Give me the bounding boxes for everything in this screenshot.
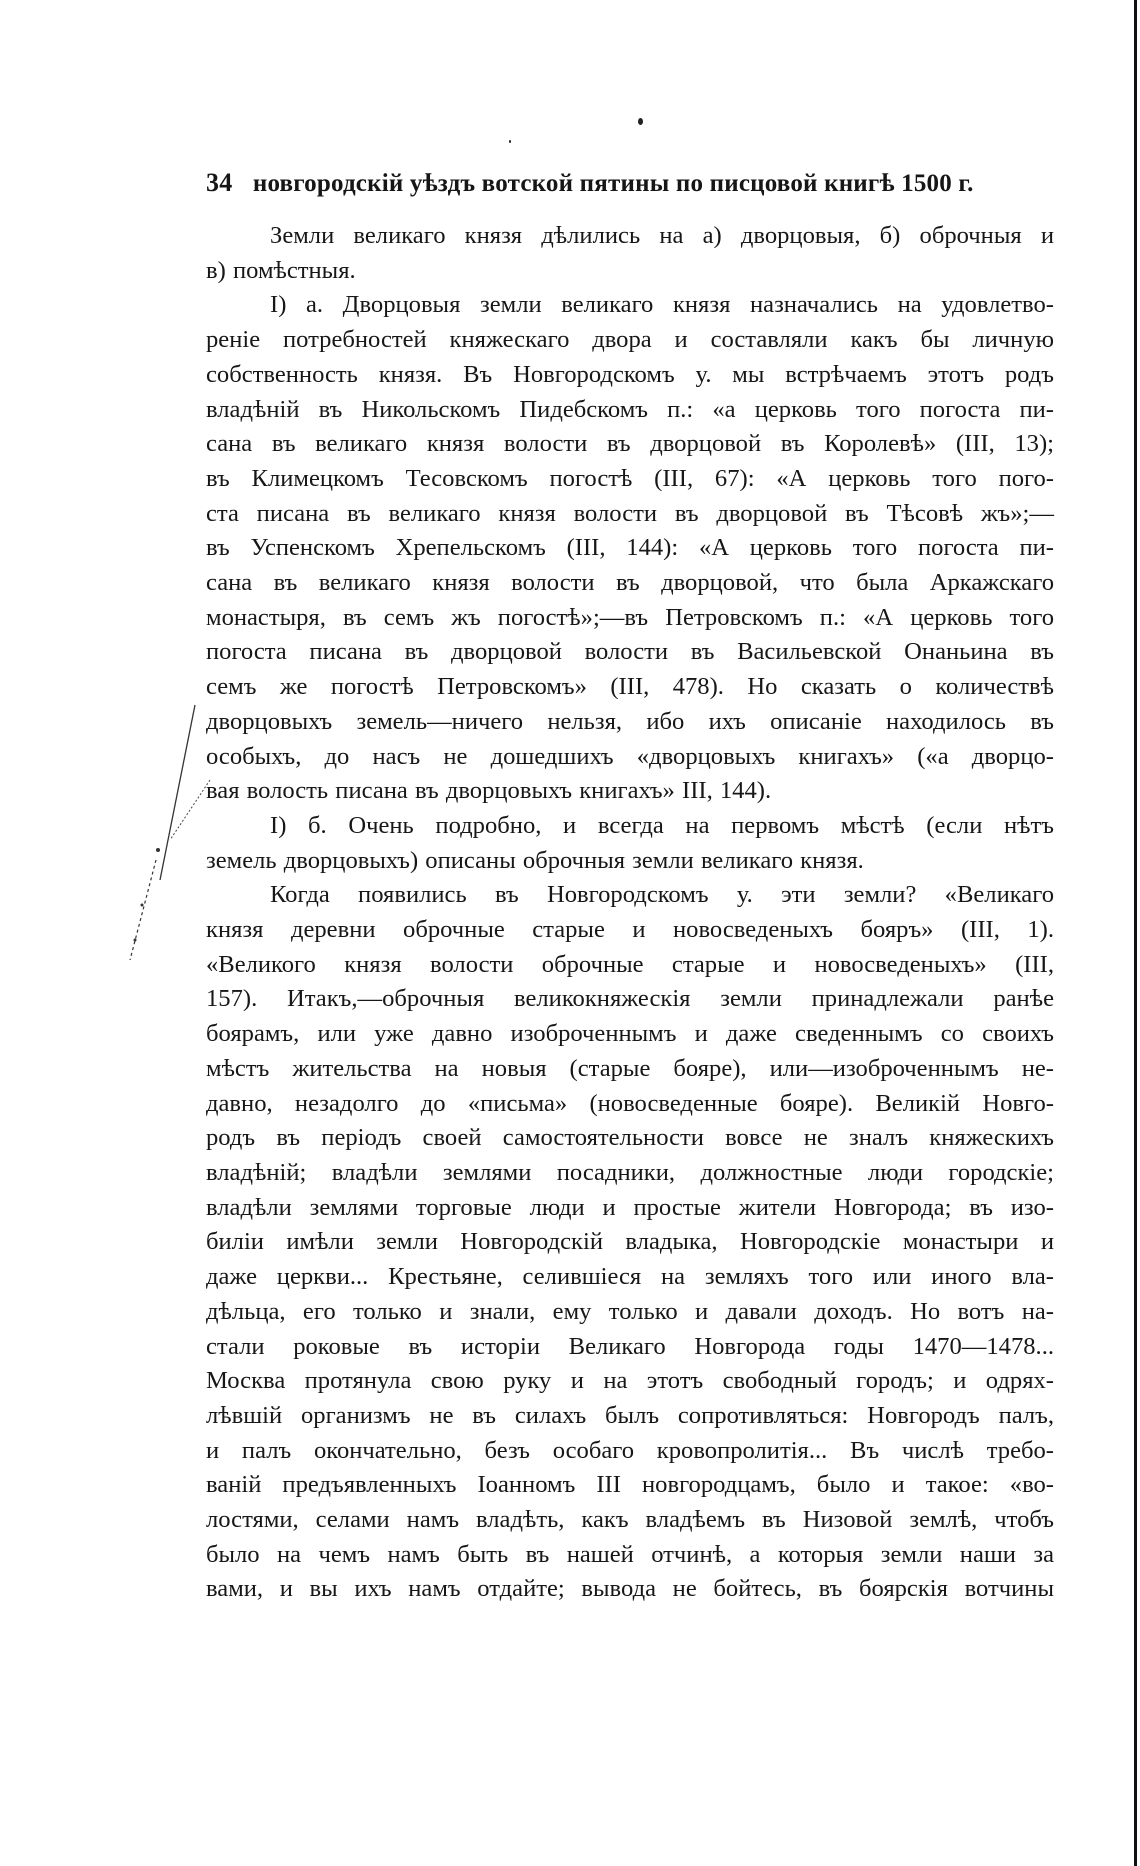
paragraph bbox=[206, 288, 1054, 809]
text-line: дѣльца, его только и знали, ему только и давали доходъ. Но вотъ на- bbox=[206, 1297, 1054, 1325]
paragraph bbox=[206, 219, 1054, 288]
text-line: дворцовыхъ земель—ничего нельзя, ибо ихъ описаніе находилось въ bbox=[206, 707, 1054, 735]
page-number: 34 bbox=[206, 168, 233, 197]
page-edge-shadow bbox=[1134, 0, 1137, 1866]
text-line: ваній предъявленныхъ Іоанномъ III новгородцамъ, было и такое: «во- bbox=[206, 1471, 1054, 1499]
paragraph bbox=[206, 878, 1054, 1607]
running-header bbox=[206, 168, 1036, 198]
text-line: сана въ великаго князя волости въ дворцовой, что была Аркажскаго bbox=[206, 569, 1054, 597]
text-line: «Великого князя волости оброчные старые и новосведеныхъ» (III, bbox=[206, 950, 1054, 978]
text-line: владѣній въ Никольскомъ Пидебскомъ п.: «а церковь того погоста пи- bbox=[206, 395, 1054, 423]
text-line: 157). Итакъ,—оброчныя великокняжескія земли принадлежали ранѣе bbox=[206, 985, 1054, 1013]
text-line: монастыря, въ семъ жъ погостѣ»;—въ Петровскомъ п.: «А церковь того bbox=[206, 603, 1054, 631]
text-line: въ Климецкомъ Тесовскомъ погостѣ (III, 67): «А церковь того пого- bbox=[206, 464, 1054, 492]
text-line: ста писана въ великаго князя волости въ дворцовой въ Тѣсовѣ жъ»;— bbox=[206, 499, 1054, 527]
text-line: давно, незадолго до «письма» (новосведенные бояре). Великій Новго- bbox=[206, 1089, 1054, 1117]
text-line: биліи имѣли земли Новгородскій владыка, Новгородскіе монастыри и bbox=[206, 1228, 1054, 1256]
ink-speck bbox=[509, 140, 511, 143]
text-line: мѣстъ жительства на новыя (старые бояре), или—изоброченнымъ не- bbox=[206, 1054, 1054, 1082]
text-line: земель дворцовыхъ) описаны оброчныя земли великаго князя. bbox=[206, 846, 864, 874]
text-line: владѣній; владѣли землями посадники, должностные люди городскіе; bbox=[206, 1158, 1054, 1186]
text-line: в) помѣстныя. bbox=[206, 256, 356, 284]
text-line: въ Успенскомъ Хрепельскомъ (III, 144): «А церковь того погоста пи- bbox=[206, 534, 1054, 562]
text-line: даже церкви... Крестьяне, селившіеся на земляхъ того или иного вла- bbox=[206, 1263, 1054, 1291]
text-line: собственность князя. Въ Новгородскомъ у. мы встрѣчаемъ этотъ родъ bbox=[206, 360, 1054, 388]
text-line: Земли великаго князя дѣлились на а) дворцовыя, б) оброчныя и bbox=[270, 222, 1054, 249]
text-line: и палъ окончательно, безъ особаго кровопролитія... Въ числѣ требо- bbox=[206, 1436, 1054, 1464]
margin-pencil-marks bbox=[60, 700, 260, 1000]
text-line: князя деревни оброчные старые и новосведеныхъ бояръ» (III, 1). bbox=[206, 916, 1054, 944]
ink-speck bbox=[638, 118, 643, 125]
text-line: I) б. Очень подробно, и всегда на первомъ мѣстѣ (если нѣтъ bbox=[270, 811, 1054, 839]
text-line: вами, и вы ихъ намъ отдайте; вывода не бойтесь, въ боярскія вотчины bbox=[206, 1575, 1054, 1603]
text-line: сана въ великаго князя волости въ дворцовой въ Королевѣ» (III, 13); bbox=[206, 430, 1054, 458]
paragraph bbox=[206, 809, 1054, 878]
text-line: реніе потребностей княжескаго двора и составляли какъ бы личную bbox=[206, 326, 1054, 354]
text-line: Когда появились въ Новгородскомъ у. эти земли? «Великаго bbox=[270, 881, 1054, 909]
text-line: лѣвшій организмъ не въ силахъ былъ сопротивляться: Новгородъ палъ, bbox=[206, 1401, 1054, 1429]
text-line: лостями, селами намъ владѣть, какъ владѣемъ въ Низовой землѣ, чтобъ bbox=[206, 1506, 1054, 1534]
text-line: владѣли землями торговые люди и простые жители Новгорода; въ изо- bbox=[206, 1193, 1054, 1221]
text-line: вая волость писана въ дворцовыхъ книгахъ» III, 144). bbox=[206, 777, 772, 805]
text-line: родъ въ періодъ своей самостоятельности вовсе не зналъ княжескихъ bbox=[206, 1124, 1054, 1152]
text-line: Москва протянула свою руку и на этотъ свободный городъ; и одрях- bbox=[206, 1367, 1054, 1395]
text-line: семъ же погостѣ Петровскомъ» (III, 478). Но сказать о количествѣ bbox=[206, 673, 1054, 701]
text-line: погоста писана въ дворцовой волости въ Васильевской Онаньина въ bbox=[206, 638, 1054, 666]
text-line: особыхъ, до насъ не дошедшихъ «дворцовыхъ книгахъ» («а дворцо- bbox=[206, 742, 1054, 770]
text-line: боярамъ, или уже давно изоброченнымъ и даже сведеннымъ со своихъ bbox=[206, 1020, 1054, 1048]
running-title: новгородскій уѣздъ вотской пятины по писцовой книгѣ 1500 г. bbox=[252, 170, 974, 197]
text-line: стали роковые въ исторіи Великаго Новгорода годы 1470—1478... bbox=[206, 1332, 1054, 1360]
text-line: было на чемъ намъ быть въ нашей отчинѣ, а которыя земли наши за bbox=[206, 1540, 1054, 1568]
text-line: I) а. Дворцовыя земли великаго князя назначались на удовлетво- bbox=[270, 291, 1054, 319]
body-text bbox=[206, 219, 1054, 1607]
